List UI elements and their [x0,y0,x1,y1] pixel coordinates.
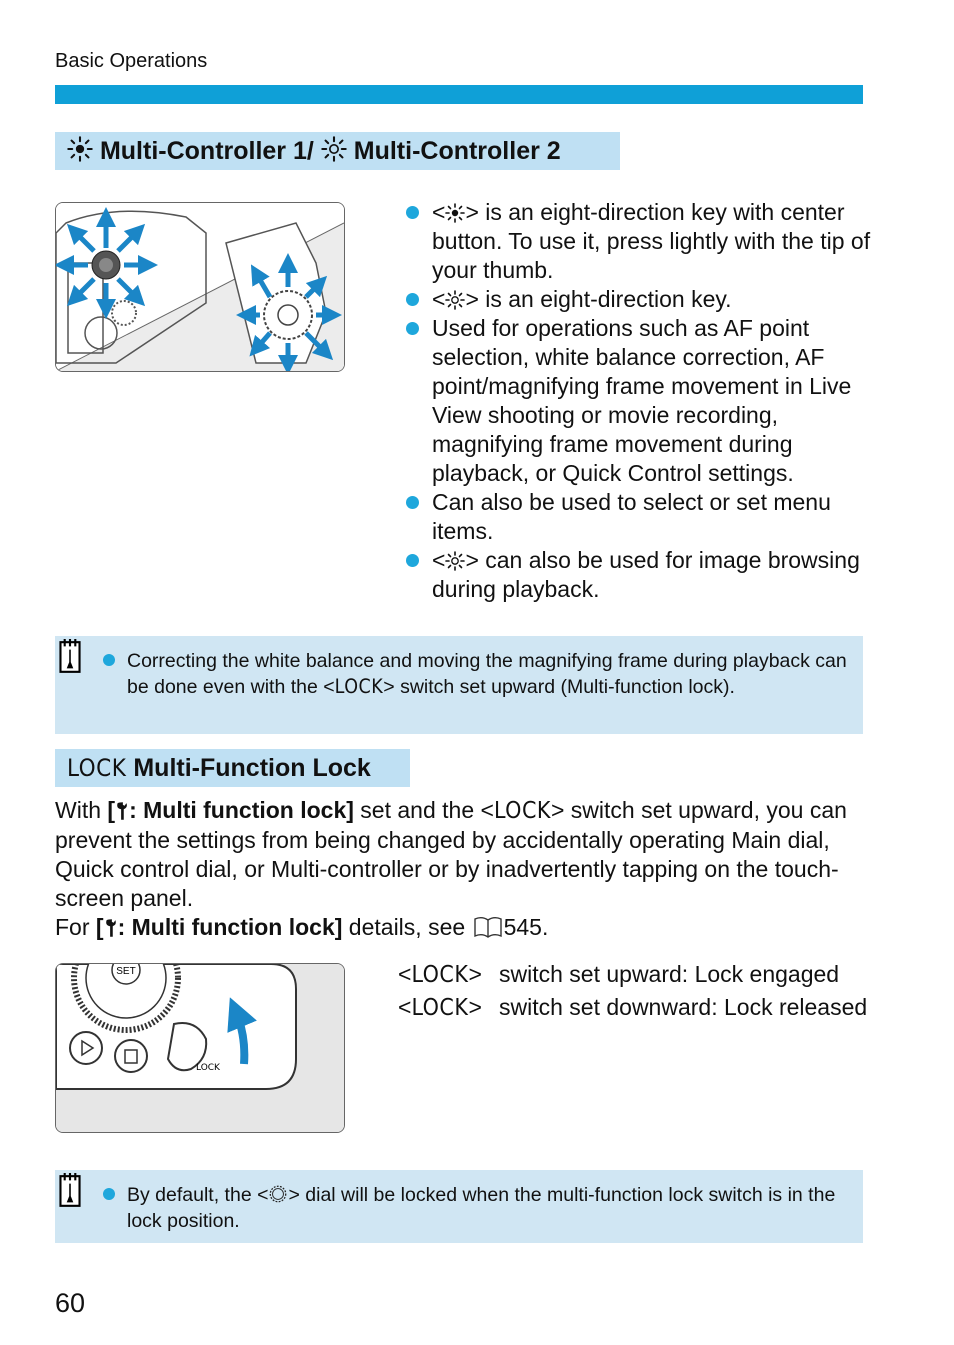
lock-icon: LOCK [493,798,551,824]
paragraph: For [ : Multi function lock] details, see 545. [55,914,549,940]
camera-back-illustration [55,202,345,372]
note-box-1 [55,636,863,734]
bullet-dot [406,496,419,509]
multi-function-lock-description [55,796,870,942]
heading-multi-controller [55,132,620,170]
multi-controller-bullets [406,198,876,604]
bullet-dot [406,322,419,335]
list-item: Correcting the white balance and moving the magnifying frame during playback can be done even with the <LOCK> switch set upward (Multi-function lock). [103,648,853,700]
multi-controller-1-icon [67,136,93,162]
bullet-dot [103,654,115,666]
set-button-label: SET [116,966,136,977]
book-page-icon [472,916,504,938]
memo-note-icon [58,1173,82,1209]
list-item: By default, the < > dial will be locked when the multi-function lock switch is in the lock position. [103,1182,853,1234]
lock-icon: LOCK [411,995,469,1021]
setup-wrench-icon [115,801,129,821]
heading-title: Multi-Function Lock [133,754,371,782]
list-item: Used for operations such as AF point selection, white balance correction, AF point/magnifying frame movement in Live View shooting or movie recording, magnifying frame movement during playback, or Quick Control settings. [406,314,876,488]
setup-wrench-icon [104,918,118,938]
lock-icon: LOCK [334,675,384,698]
quick-control-dial-icon [268,1184,288,1204]
lock-switch-illustration [55,963,345,1133]
heading-title-a: Multi-Controller 1/ [99,137,314,165]
multi-controller-2-icon [321,136,347,162]
heading-title-b: Multi-Controller 2 [353,137,561,165]
multi-controller-2-icon [445,551,465,571]
bullet-dot [406,554,419,567]
note-box-2 [55,1170,863,1243]
multi-controller-2-icon [445,290,465,310]
camera-back-drawing [56,203,344,371]
lock-row-upward: <LOCK> switch set upward: Lock engaged [398,961,840,988]
multi-controller-1-icon [445,203,465,223]
bullet-dot [406,206,419,219]
lock-row-downward: <LOCK> switch set downward: Lock released [398,994,868,1021]
heading-multi-function-lock [55,749,410,787]
list-item: Can also be used to select or set menu items. [406,488,876,546]
section-label: Basic Operations [55,50,208,72]
lock-switch-drawing [56,964,344,1132]
page-number: 60 [55,1288,86,1318]
lock-switch-label: LOCK [196,1063,220,1073]
bullet-dot [406,293,419,306]
lock-icon: LOCK [67,754,127,782]
list-item: < > can also be used for image browsing during playback. [406,546,876,604]
bullet-dot [103,1188,115,1200]
lock-switch-positions [398,958,868,1024]
paragraph: With [ : Multi function lock] set and the <LOCK> switch set upward, you can prevent the settings from being changed by accidentally operating Main dial, Quick control dial, or Multi-controller or by inadvertently tapping on the touch-screen panel. [55,797,847,911]
list-item: < > is an eight-direction key. [406,285,876,314]
list-item: < > is an eight-direction key with center button. To use it, press lightly with the tip of your thumb. [406,198,876,285]
page-reference-link[interactable]: 545 [503,914,542,940]
memo-note-icon [58,639,82,675]
top-accent-bar [55,85,863,104]
lock-icon: LOCK [411,962,469,988]
